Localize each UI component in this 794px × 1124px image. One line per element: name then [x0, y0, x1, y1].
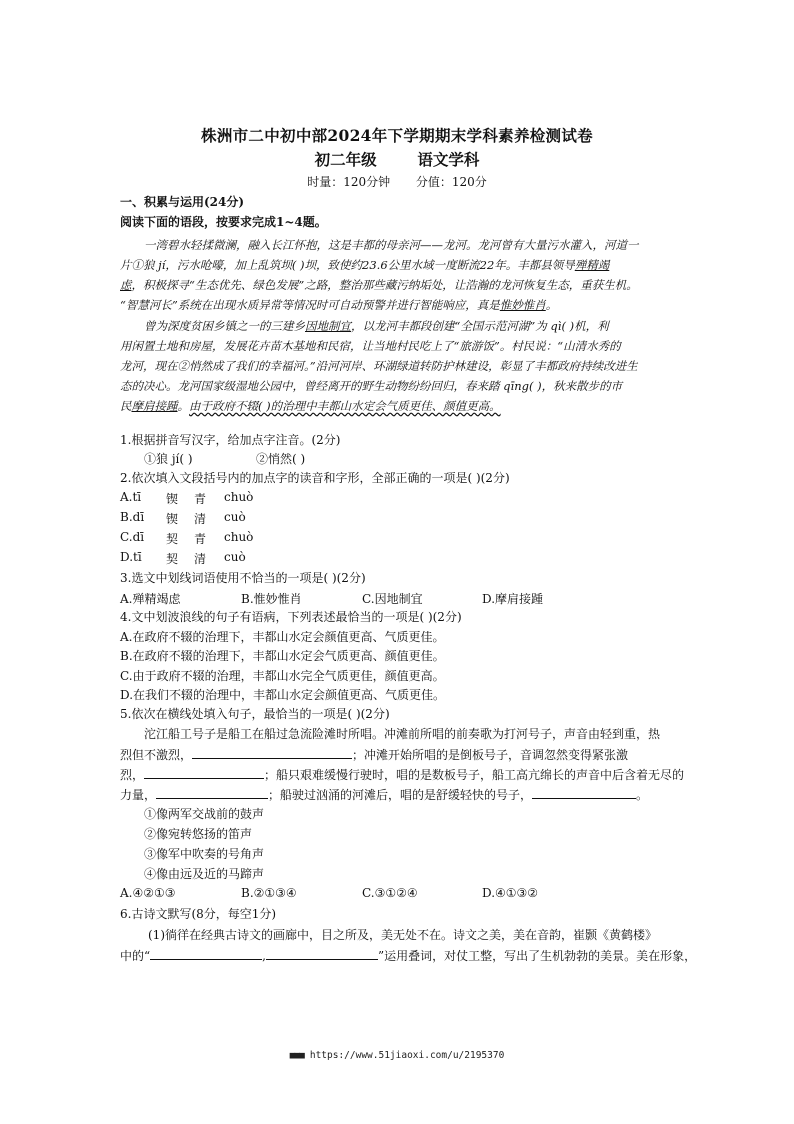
- answer-blank[interactable]: [266, 947, 378, 960]
- q5-passage-line: 沱江船工号子是船工在船过急流险滩时所唱。冲滩前所唱的前奏歌为打河号子，声音由轻到重，热: [144, 727, 661, 741]
- question-3: 3.选文中划线词语使用不恰当的一项是( )(2分): [120, 571, 366, 585]
- section-instruction: 阅读下面的语段，按要求完成1~4题。: [120, 215, 327, 229]
- passage-text: ，积极探寻“生态优先、绿色发展”之路，整治那些藏污纳垢处，让浩瀚的龙河恢复生态，重获生机。: [131, 278, 638, 292]
- option-label: C.dī: [120, 530, 145, 544]
- passage-line: 态的决心。龙河国家级湿地公园中，曾经离开的野生动物纷纷回归，春来踏 qīng( )，秋来散步的市: [120, 379, 623, 393]
- q5-text: 力量，: [120, 788, 157, 802]
- exam-subtitle: [0, 148, 794, 170]
- q5-option: B.②①③④: [241, 886, 297, 900]
- option-char: 青: [194, 532, 207, 546]
- passage-line: [144, 318, 609, 334]
- option-char: chuò: [224, 530, 254, 544]
- q5-passage-line: [120, 766, 684, 783]
- underlined-term: 惟妙惟肖: [499, 298, 546, 312]
- exam-meta: [0, 173, 794, 190]
- passage-line: [120, 398, 501, 414]
- question-5: 5.依次在横线处填入句子，最恰当的一项是( )(2分): [120, 707, 390, 721]
- passage-line: 一湾碧水轻揉微澜，融入长江怀抱，这是丰都的母亲河——龙河。龙河曾有大量污水灌入，河道一: [144, 238, 639, 252]
- option-char: cuò: [224, 510, 246, 524]
- q5-text: 烈但不激烈，: [120, 748, 193, 762]
- q5-passage-line: [120, 786, 648, 803]
- passage-line: 龙河，现在②悄然成了我们的幸福河。”沿河河岸、环湖绿道转防护林建设，彰显了丰都政府持续改进生: [120, 359, 638, 373]
- underlined-term: 殚精竭: [574, 258, 610, 272]
- exam-title: 株洲市二中初中部2024年下学期期末学科素养检测试卷: [201, 126, 593, 145]
- passage-text: 民: [120, 399, 132, 413]
- answer-blank[interactable]: [150, 947, 262, 960]
- q3-option: D.摩肩接踵: [482, 592, 544, 606]
- option-label: A.tī: [120, 490, 142, 504]
- answer-blank[interactable]: [144, 766, 264, 779]
- q3-option: B.惟妙惟肖: [241, 592, 302, 606]
- option-char: 锲: [166, 492, 179, 506]
- q5-item: ③像军中吹奏的号角声: [144, 847, 265, 861]
- q1-item-a: ①狼 jí( ): [144, 452, 193, 466]
- option-char: 清: [194, 512, 207, 526]
- q6-text: 中的“: [120, 949, 151, 963]
- q5-item: ②像宛转悠扬的笛声: [144, 827, 253, 841]
- q6-line: [120, 947, 696, 964]
- option-char: 清: [194, 552, 207, 566]
- option-char: 锲: [166, 512, 179, 526]
- q4-option: B.在政府不辍的治理下，丰都山水定会气质更高、颜值更佳。: [120, 649, 445, 663]
- q4-option: A.在政府不辍的治理下，丰都山水定会颜值更高、气质更佳。: [120, 630, 445, 644]
- q5-text: ；船只艰难缓慢行驶时，唱的是数板号子，船工高亢绵长的声音中后含着无尽的: [264, 768, 685, 782]
- wavy-sentence: 由于政府不辍( )的治理中丰都山水定会气质更佳、颜值更高。: [189, 399, 501, 413]
- score-label: 分值：120分: [415, 175, 487, 189]
- passage-text: 曾为深度贫困乡镇之一的三建乡: [144, 319, 305, 333]
- q4-option: D.在我们不辍的治理中，丰都山水定会颜值更高、气质更佳。: [120, 688, 446, 702]
- q5-item: ④像由远及近的马蹄声: [144, 867, 265, 881]
- subject-label: 语文学科: [417, 150, 480, 169]
- underlined-term: 虑: [120, 278, 132, 292]
- question-4: 4.文中划波浪线的句子有语病，下列表述最恰当的一项是( )(2分): [120, 610, 462, 624]
- passage-text: 。: [177, 399, 189, 413]
- passage-text: “智慧河长”系统在出现水质异常等情况时可自动预警并进行智能响应，真是: [120, 298, 500, 312]
- q3-option: C.因地制宜: [362, 592, 423, 606]
- q2-option: [120, 550, 246, 566]
- answer-blank[interactable]: [532, 786, 636, 799]
- q5-text: 。: [636, 788, 649, 802]
- q6-line: (1)徜徉在经典古诗文的画廊中，目之所及，美无处不在。诗文之美，美在音韵，崔颢《黄鹤楼》: [148, 928, 658, 942]
- passage-line: [120, 257, 609, 273]
- passage-line: 用闲置土地和房屋，发展花卉苗木基地和民宿，让当地村民吃上了“旅游饭”。村民说：“山清水秀的: [120, 339, 621, 353]
- option-char: 契: [166, 552, 179, 566]
- q5-text: ；船驶过汹涌的河滩后，唱的是舒缓轻快的号子，: [268, 788, 533, 802]
- q5-item: ①像两军交战前的鼓声: [144, 807, 265, 821]
- question-1: 1.根据拼音写汉字，给加点字注音。(2分): [120, 433, 341, 447]
- answer-blank[interactable]: [156, 786, 268, 799]
- grade-label: 初二年级: [314, 150, 377, 169]
- option-char: chuò: [224, 490, 254, 504]
- q4-option: C.由于政府不辍的治理，丰都山水完全气质更佳，颜值更高。: [120, 669, 445, 683]
- q6-text: ,: [262, 949, 266, 963]
- underlined-term: 摩肩接踵: [131, 399, 178, 413]
- option-char: 契: [166, 532, 179, 546]
- underlined-term: 因地制宜: [305, 319, 351, 333]
- q5-option: A.④②①③: [120, 886, 176, 900]
- option-char: cuò: [224, 550, 246, 564]
- section-heading: 一、积累与运用(24分): [120, 195, 245, 209]
- q5-text: ；冲滩开始所唱的是倒板号子，音调忽然变得紧张激: [352, 748, 629, 762]
- question-2: 2.依次填入文段括号内的加点字的读音和字形，全部正确的一项是( )(2分): [120, 471, 510, 485]
- q5-passage-line: [120, 746, 628, 763]
- q3-option: A.殚精竭虑: [120, 592, 181, 606]
- answer-blank[interactable]: [192, 746, 352, 759]
- option-label: B.dī: [120, 510, 145, 524]
- time-label: 时量：120分钟: [307, 175, 391, 189]
- passage-line: [120, 297, 557, 313]
- option-char: 青: [194, 492, 207, 506]
- passage-text: 。: [545, 298, 558, 312]
- question-6: 6.古诗文默写(8分，每空1分): [120, 907, 277, 921]
- q2-option: [120, 510, 246, 526]
- q5-option: D.④①③②: [482, 886, 539, 900]
- q2-option: [120, 490, 254, 506]
- q5-option: C.③①②④: [362, 886, 418, 900]
- q5-text: 烈，: [120, 768, 145, 782]
- q6-text: ”运用叠词，对仗工整，写出了生机勃勃的美景。美在形象，: [377, 949, 697, 963]
- passage-text: ，以龙河丰都段创建“全国示范河湖”为 qì( )机，利: [351, 319, 609, 333]
- footer-url[interactable]: https://www.51jiaoxi.com/u/2195370: [309, 1050, 505, 1061]
- page-footer: [0, 1050, 794, 1061]
- option-label: D.tī: [120, 550, 142, 564]
- q1-item-b: ②悄然( ): [256, 452, 306, 466]
- passage-line: [120, 277, 638, 293]
- q2-option: [120, 530, 254, 546]
- passage-text: 片①狼 jí，污水呛嚎，加上乱筑坝( )坝，致使约23.6公里水域一度断流22年。丰都县领导: [120, 258, 575, 272]
- footer-logo: ■■■: [289, 1050, 304, 1061]
